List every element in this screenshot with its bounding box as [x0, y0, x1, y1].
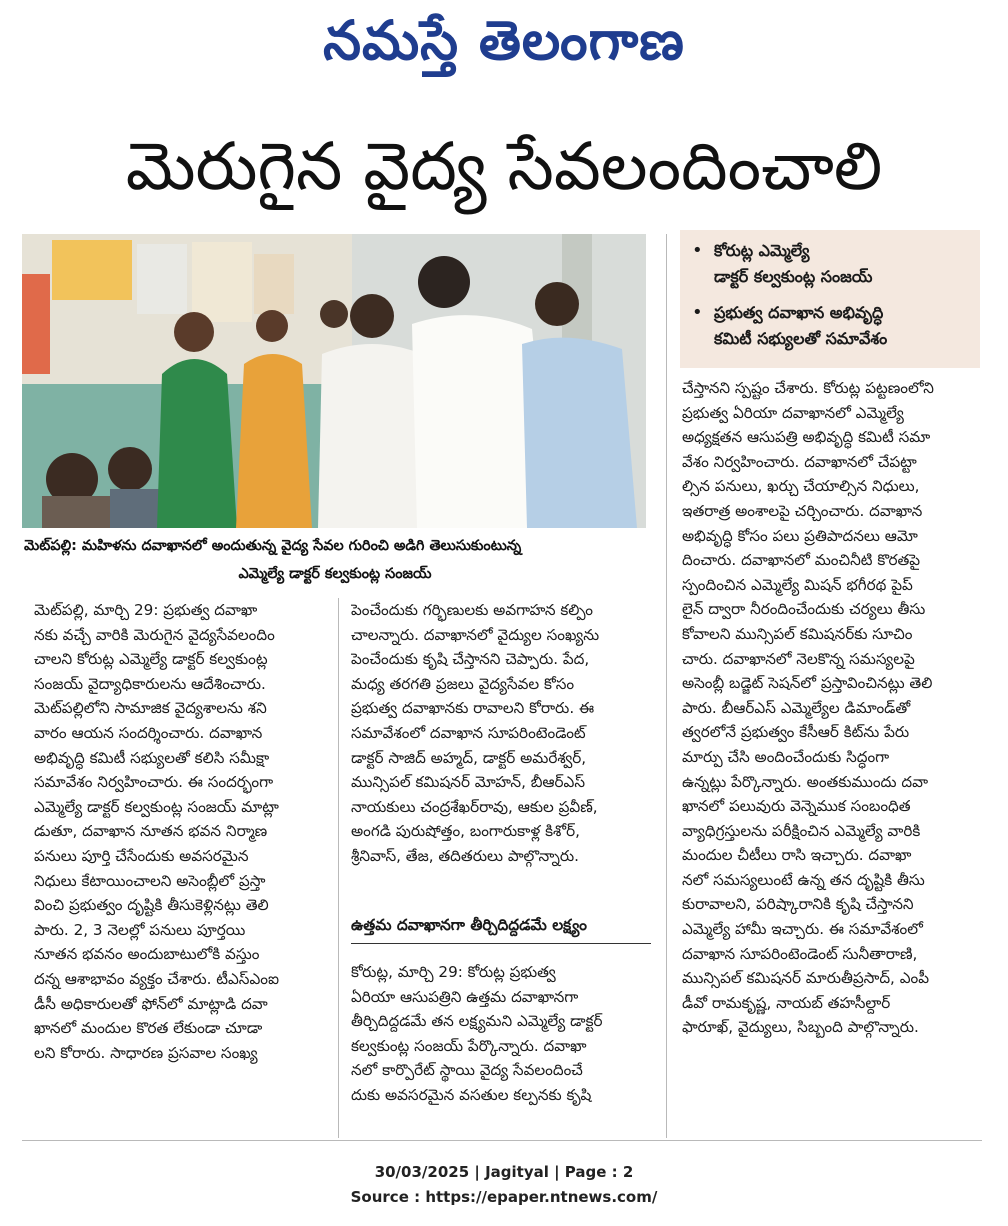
article-text-line: పారు. బీఆర్ఎస్ ఎమ్మెల్యేల డిమాండ్‌తో	[682, 698, 911, 717]
highlight-item	[692, 238, 972, 290]
article-text-line: నిధులు కేటాయించాలని అసెంబ్లీలో ప్రస్తా	[34, 871, 266, 890]
article-text-line: ప్రభుత్వ ఏరియా దవాఖానలో ఎమ్మెల్యే	[682, 403, 904, 422]
article-text-line: అంగడి పురుషోత్తం, బంగారుకాళ్ల కిశోర్,	[351, 822, 580, 841]
article-text-line: ఇతరాత్ర అంశాలపై చర్చించారు. దవాఖాన	[682, 501, 923, 520]
highlight-item	[692, 300, 972, 352]
article-column-2	[351, 598, 651, 869]
article-text-line: దన్న ఆశాభావం వ్యక్తం చేశారు. టీఎస్ఎంఐ	[34, 969, 279, 988]
page-footer	[0, 1160, 1008, 1210]
article-text-line: తీర్చిదిద్దడమే తన లక్ష్యమని ఎమ్మెల్యే డాక్టర్	[351, 1012, 603, 1031]
article-text-line: ఫారూఖ్, వైద్యులు, సిబ్బంది పాల్గొన్నారు.	[682, 1018, 919, 1037]
article-text-line: దుకు అవసరమైన వసతుల కల్పనకు కృషి	[351, 1085, 592, 1104]
article-column-3	[682, 376, 982, 1040]
article-text-line: ల్సిన పనులు, ఖర్చు చేయాల్సిన నిధులు,	[682, 477, 920, 496]
column-divider	[666, 234, 667, 1138]
article-text-line: త్వరలోనే ప్రభుత్వం కేసీఆర్ కిట్‌ను పేరు	[682, 723, 910, 742]
article-text-line: నలో సమస్యలుంటే ఉన్న తన దృష్టికి తీసు	[682, 870, 925, 889]
article-text-line: పారు. 2, 3 నెలల్లో పనులు పూర్తయి	[34, 920, 246, 939]
article-text-line: అసెంబ్లీ బడ్జెట్ సెషన్‌లో ప్రస్తావించినట్లు తెలి	[682, 674, 933, 693]
article-text-line: నకు వచ్చే వారికి మెరుగైన వైద్యసేవలందిం	[34, 625, 275, 644]
article-text-line: చారు. దవాఖానలో నెలకొన్న సమస్యలపై	[682, 649, 915, 668]
article-text-line: మందుల చీటీలు రాసి ఇచ్చారు. దవాఖా	[682, 846, 912, 865]
highlight-line: కోరుట్ల ఎమ్మెల్యే	[714, 241, 810, 260]
bottom-divider	[22, 1140, 982, 1141]
article-text-line: అధ్యక్షతన ఆసుపత్రి అభివృద్ధి కమిటీ సమా	[682, 428, 931, 447]
article-text-line: కల్వకుంట్ల సంజయ్ పేర్కొన్నారు. దవాఖా	[351, 1036, 587, 1055]
article-text-line: చాలన్నారు. దవాఖానలో వైద్యుల సంఖ్యను	[351, 625, 600, 644]
article-text-line: దించారు. దవాఖానలో మంచినీటి కొరతపై	[682, 551, 921, 570]
article-photo	[22, 234, 646, 528]
column-divider	[338, 598, 339, 1138]
article-text-line: మున్సిపల్ కమిషనర్ మోహన్, బీఆర్ఎస్	[351, 773, 586, 792]
article-text-line: నాయకులు చంద్రశేఖర్‌రావు, ఆకుల ప్రవీణ్,	[351, 797, 598, 816]
highlight-line: డాక్టర్ కల్వకుంట్ల సంజయ్	[714, 267, 873, 286]
article-text-line: అభివృద్ధి కోసం పలు ప్రతిపాదనలు ఆమో	[682, 526, 918, 545]
article-text-line: సమావేశం నిర్వహించారు. ఈ సందర్భంగా	[34, 773, 274, 792]
article-headline: మెరుగైన వైద్య సేవలందించాలి	[125, 128, 883, 205]
caption-line: మెట్‌పల్లి: మహిళను దవాఖానలో అందుతున్న వైద్య సేవల గురించి అడిగి తెలుసుకుంటున్న	[24, 538, 522, 554]
highlights-box	[680, 230, 980, 368]
article-text-line: ఏరియా ఆసుపత్రిని ఉత్తమ దవాఖానగా	[351, 987, 579, 1006]
article-text-line: డుతూ, దవాఖాన నూతన భవన నిర్మాణ	[34, 822, 268, 841]
article-text-line: వ్యాధిగ్రస్తులను పరీక్షించిన ఎమ్మెల్యే వారికి	[682, 821, 921, 840]
article-text-line: ఖానలో పలువురు వెన్నెముక సంబంధిత	[682, 797, 911, 816]
article-text-line: చేస్తానని స్పష్టం చేశారు. కోరుట్ల పట్టణంలోని	[682, 379, 934, 397]
newspaper-masthead: నమస్తే తెలంగాణ	[323, 9, 685, 72]
article-text-line: సంజయ్ వైద్యాధికారులను ఆదేశించారు.	[34, 674, 266, 693]
footer-date-edition: 30/03/2025 | Jagityal | Page : 2	[374, 1163, 634, 1181]
article-column-2-continued	[351, 960, 651, 1108]
article-text-line: వేశం నిర్వహించారు. దవాఖానలో చేపట్టా	[682, 452, 917, 471]
article-text-line: పనులు పూర్తి చేసేందుకు అవసరమైన	[34, 846, 249, 865]
article-text-line: ఎమ్మెల్యే డాక్టర్ కల్వకుంట్ల సంజయ్ మాట్లా	[34, 797, 279, 816]
article-subheading: ఉత్తమ దవాఖానగా తీర్చిదిద్దడమే లక్ష్యం	[351, 910, 651, 944]
article-text-line: నలో కార్పొరేట్ స్థాయి వైద్య సేవలందించే	[351, 1061, 583, 1080]
article-text-line: డీసీ అధికారులతో ఫోన్‌లో మాట్లాడి దవా	[34, 994, 268, 1013]
article-text-line: సమావేశంలో దవాఖాన సూపరింటెండెంట్	[351, 723, 586, 742]
article-text-line: ప్రభుత్వ దవాఖానకు రావాలని కోరారు. ఈ	[351, 699, 595, 718]
article-text-line: మున్సిపల్ కమిషనర్ మారుతీప్రసాద్, ఎంపీ	[682, 969, 930, 988]
article-text-line: కోవాలని మున్సిపల్ కమిషనర్‌కు సూచిం	[682, 624, 913, 643]
bullet-icon: •	[692, 240, 703, 261]
article-column-1	[34, 598, 324, 1065]
article-text-line: డాక్టర్ సాజిద్ అహ్మద్, డాక్టర్ అమరేశ్వర్,	[351, 748, 587, 767]
caption-line: ఎమ్మెల్యే డాక్టర్ కల్వకుంట్ల సంజయ్	[238, 566, 432, 582]
article-text-line: లని కోరారు. సాధారణ ప్రసవాల సంఖ్య	[34, 1043, 258, 1062]
article-text-line: డీవో రామకృష్ణ, నాయబ్ తహసీల్దార్	[682, 993, 891, 1012]
article-text-line: కోరుట్ల, మార్చి 29: కోరుట్ల ప్రభుత్వ	[351, 963, 556, 981]
article-text-line: మెట్‌పల్లిలోని సామాజిక వైద్యశాలను శని	[34, 699, 267, 718]
article-text-line: లైన్ ద్వారా నీరందించేందుకు చర్యలు తీసు	[682, 600, 926, 619]
article-text-line: మెట్‌పల్లి, మార్చి 29: ప్రభుత్వ దవాఖా	[34, 601, 258, 619]
footer-source: Source : https://epaper.ntnews.com/	[350, 1188, 658, 1206]
article-text-line: నూతన భవనం అందుబాటులోకి వస్తుం	[34, 945, 260, 964]
photo-caption	[24, 532, 646, 590]
article-text-line: చాలని కోరుట్ల ఎమ్మెల్యే డాక్టర్ కల్వకుంట్ల	[34, 650, 268, 669]
article-text-line: శ్రీనివాస్, తేజ, తదితరులు పాల్గొన్నారు.	[351, 846, 579, 865]
highlight-line: ప్రభుత్వ దవాఖాన అభివృద్ధి	[714, 303, 884, 322]
article-text-line: వించి ప్రభుత్వం దృష్టికి తీసుకెళ్లినట్లు తెలి	[34, 896, 269, 915]
article-text-line: ఖానలో మందుల కొరత లేకుండా చూడా	[34, 1019, 263, 1038]
article-text-line: ఉన్నట్లు పేర్కొన్నారు. అంతకుముందు దవా	[682, 772, 928, 791]
article-text-line: వారం ఆయన సందర్శించారు. దవాఖాన	[34, 723, 263, 742]
article-text-line: మార్పు చేసి అందించేందుకు సిద్ధంగా	[682, 747, 890, 766]
highlight-line: కమిటీ సభ్యులతో సమావేశం	[714, 329, 888, 348]
article-text-line: దవాఖాన సూపరింటెండెంట్ సునీతారాణి,	[682, 944, 918, 963]
article-text-line: కురావాలని, పరిష్కారానికి కృషి చేస్తానని	[682, 895, 914, 914]
article-text-line: స్పందించిన ఎమ్మెల్యే మిషన్ భగీరథ పైప్	[682, 575, 913, 594]
article-text-line: అభివృద్ధి కమిటీ సభ్యులతో కలిసి సమీక్షా	[34, 748, 270, 767]
bullet-icon: •	[692, 302, 703, 323]
article-text-line: ఎమ్మెల్యే హామీ ఇచ్చారు. ఈ సమావేశంలో	[682, 920, 923, 939]
article-text-line: పెంచేందుకు కృషి చేస్తానని చెప్పారు. పేద,	[351, 650, 590, 669]
article-text-line: మధ్య తరగతి ప్రజలు వైద్యసేవల కోసం	[351, 674, 575, 693]
article-text-line: పెంచేందుకు గర్భిణులకు అవగాహన కల్పిం	[351, 601, 593, 619]
